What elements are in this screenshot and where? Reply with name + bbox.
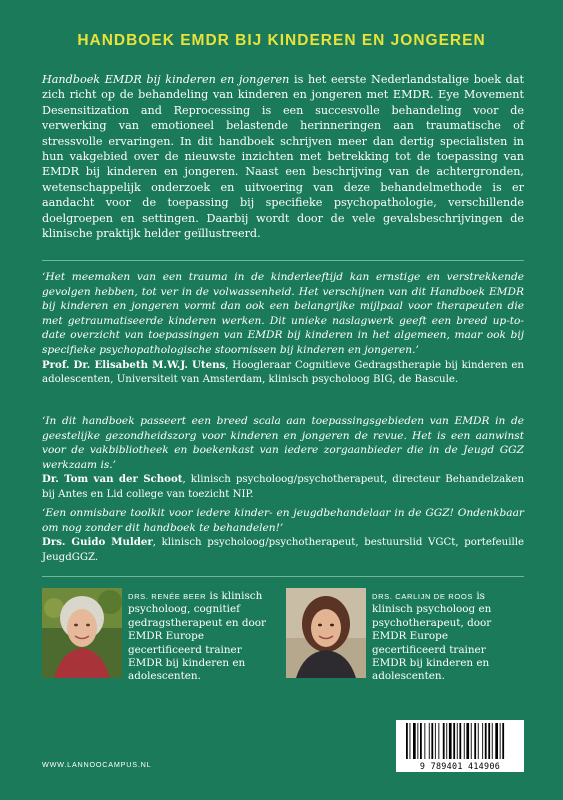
author-name: DRS. CARLIJN DE ROOS — [372, 592, 474, 601]
intro-text: is het eerste Nederlandstalige boek dat zich richt op de behandeling van kinderen en jongeren met EMDR. Eye Movement Desensitization and Reprocessing is een succesvolle behandeling voor de verwerking van emotioneel belastende herinneringen aan traumatische of stressvolle ervaringen. In dit handboek schrijven meer dan dertig specialisten in hun vakgebied over de nieuwste inzichten met betrekking tot de toepassing van EMDR bij kinderen en jongeren. Naast een beschrijving van de achtergronden, wetenschappelijk onderzoek en uitvoering van deze behandelmethode is er aandacht voor de toepassing bij specifieke psychopathologie, verschillende doelgroepen en settingen. Daarbij wordt door de vele gevalsbeschrijvingen de klinische praktijk helder geïllustreerd. — [42, 73, 524, 241]
quote-author: Dr. Tom van der Schoot — [42, 473, 183, 486]
barcode-bar — [449, 723, 452, 759]
endorsement-3 — [42, 506, 524, 565]
barcode-bar — [457, 723, 458, 759]
barcode-bar — [429, 723, 430, 759]
quote-author: Drs. Guido Mulder — [42, 536, 153, 549]
intro-paragraph — [42, 72, 524, 241]
quote-text: ‘Een onmisbare toolkit voor iedere kinder- en jeugdbehandelaar in de GGZ! Ondenkbaar om nog zonder dit handboek te behandelen!’ — [42, 507, 524, 534]
barcode-bar — [485, 723, 487, 759]
author-photo-beer — [42, 588, 122, 678]
barcode-bar — [500, 723, 501, 759]
author-bio-text: is klinisch psycholoog, cognitief gedragstherapeut en door EMDR Europe gecertificeerd trainer EMDR bij kinderen en adolescenten. — [128, 590, 267, 683]
quote-attribution — [42, 472, 524, 502]
isbn-digits: 9 789401 414906 — [419, 761, 501, 771]
barcode-bar — [492, 723, 493, 759]
barcode-bar — [466, 723, 469, 759]
barcode-bar — [474, 723, 476, 759]
quote-author: Prof. Dr. Elisabeth M.W.J. Utens — [42, 358, 226, 371]
barcode-bar — [431, 723, 433, 759]
author-name: DRS. RENÉE BEER — [128, 592, 207, 601]
barcode-bar — [406, 723, 408, 759]
barcode-bar — [478, 723, 479, 759]
barcode-bar — [488, 723, 490, 759]
barcode-bar — [446, 723, 447, 759]
barcode-bar — [453, 723, 455, 759]
barcode-bar — [495, 723, 498, 759]
divider — [42, 576, 524, 577]
author-bio-text: is klinisch psycholoog en psychotherapeut, door EMDR Europe gecertificeerd trainer EMDR bij kinderen en adolescenten. — [372, 590, 492, 683]
quote-text: ‘In dit handboek passeert een breed scala aan toepassingsgebieden van EMDR in de geestelijke gezondheidszorg voor kinderen en jongeren de revue. Het is een aanwinst voor de vakbibliotheek en boekenkast van iedere zorgaanbieder die in de Jeugd GGZ werkzaam is.’ — [42, 415, 524, 471]
quote-author-role: , klinisch psycholoog/psychotherapeut, directeur Behandelzaken bij Antes en Lid college van toezicht NIP. — [42, 474, 524, 500]
publisher-website: WWW.LANNOOCAMPUS.NL — [42, 760, 152, 769]
quote-author-role: , klinisch psycholoog/psychotherapeut, bestuurslid VGCt, portefeuille JeugdGGZ. — [42, 537, 525, 563]
barcode-bar — [410, 723, 411, 759]
endorsement-1 — [42, 270, 524, 388]
author-bio-de-roos — [372, 590, 520, 684]
barcode-bar — [443, 723, 445, 759]
quote-author-role: , Hoogleraar Cognitieve Gedragstherapie bij kinderen en adolescenten, Universiteit van Amsterdam, klinisch psycholoog BIG, de Bascule. — [42, 359, 524, 386]
barcode-bar — [482, 723, 483, 759]
isbn-barcode — [396, 720, 524, 772]
author-bio-beer — [128, 590, 276, 684]
barcode-bar — [438, 723, 439, 759]
intro-book-title: Handboek EMDR bij kinderen en jongeren — [42, 73, 290, 86]
barcode-bar — [471, 723, 472, 759]
barcode-bar — [502, 723, 504, 759]
quote-attribution — [42, 358, 524, 388]
barcode-bars — [396, 723, 524, 763]
quote-text: ‘Het meemaken van een trauma in de kinderleeftijd kan ernstige en verstrekkende gevolgen hebben, tot ver in de volwassenheid. Het verschijnen van dit Handboek EMDR bij kinderen en jongeren vormt dan ook een belangrijke mijlpaal voor therapeuten die met getraumatiseerde kinderen werken. Dit unieke naslagwerk geeft een breed up-to-date overzicht van toepassingen van EMDR bij kinderen in het algemeen, maar ook bij specifieke psychopathologische stoornissen bij kinderen en jongeren.’ — [42, 271, 524, 356]
author-photo-de-roos — [286, 588, 366, 678]
barcode-bar — [424, 723, 425, 759]
barcode-bar — [420, 723, 422, 759]
barcode-bar — [413, 723, 416, 759]
quote-attribution — [42, 535, 524, 565]
barcode-bar — [464, 723, 465, 759]
book-title: HANDBOEK EMDR BIJ KINDEREN EN JONGEREN — [77, 32, 486, 49]
endorsement-2 — [42, 414, 524, 503]
barcode-bar — [435, 723, 436, 759]
barcode-bar — [417, 723, 418, 759]
barcode-bar — [459, 723, 461, 759]
divider — [42, 260, 524, 261]
